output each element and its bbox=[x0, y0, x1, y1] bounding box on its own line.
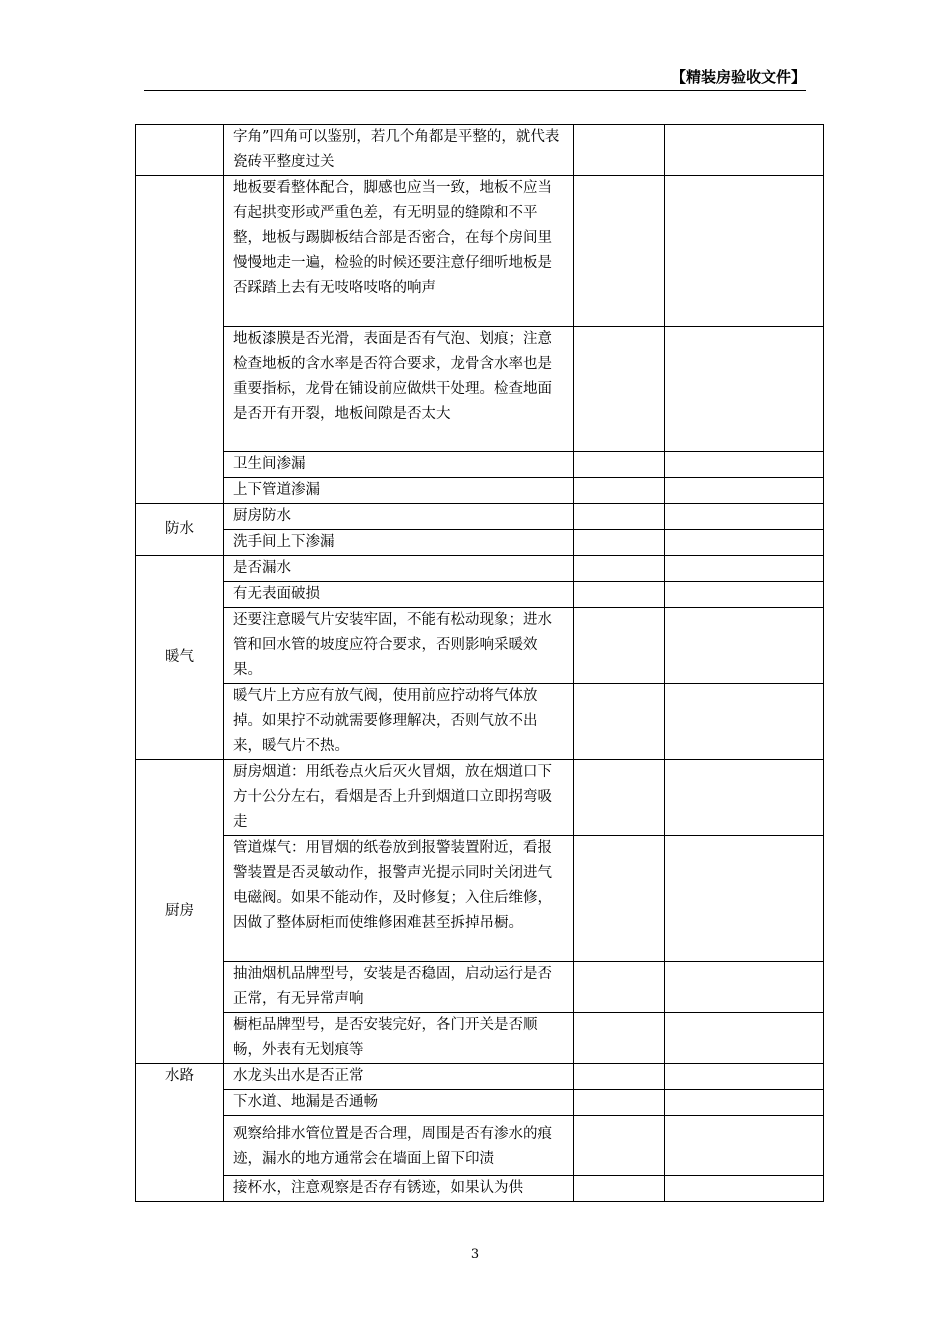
table-row bbox=[136, 836, 824, 962]
remark-cell bbox=[665, 327, 824, 452]
item-cell: 厨房防水 bbox=[224, 504, 574, 530]
remark-cell bbox=[665, 962, 824, 1013]
item-cell: 管道煤气：用冒烟的纸卷放到报警装置附近，看报警装置是否灵敏动作，报警声光提示同时关闭进气电磁阀。如果不能动作，及时修复；入住后维修，因做了整体厨柜而使维修困难甚至拆掉吊橱。 bbox=[224, 836, 574, 962]
remark-cell bbox=[665, 556, 824, 582]
category-cell-empty bbox=[136, 176, 224, 504]
item-cell: 字角”四角可以鉴别，若几个角都是平整的，就代表瓷砖平整度过关 bbox=[224, 125, 574, 176]
remark-cell bbox=[665, 760, 824, 836]
result-cell bbox=[574, 1013, 665, 1064]
table-row bbox=[136, 1090, 824, 1116]
item-cell: 下水道、地漏是否通畅 bbox=[224, 1090, 574, 1116]
item-cell: 抽油烟机品牌型号，安装是否稳固，启动运行是否正常，有无异常声响 bbox=[224, 962, 574, 1013]
inspection-table bbox=[135, 124, 824, 1202]
item-cell: 暖气片上方应有放气阀，使用前应拧动将气体放掉。如果拧不动就需要修理解决，否则气放不出来，暖气片不热。 bbox=[224, 684, 574, 760]
item-cell: 水龙头出水是否正常 bbox=[224, 1064, 574, 1090]
item-cell: 地板漆膜是否光滑，表面是否有气泡、划痕；注意检查地板的含水率是否符合要求，龙骨含水率也是重要指标，龙骨在铺设前应做烘干处理。检查地面是否开有开裂，地板间隙是否太大 bbox=[224, 327, 574, 452]
table-row bbox=[136, 1064, 824, 1090]
table-row bbox=[136, 556, 824, 582]
result-cell bbox=[574, 556, 665, 582]
table-row bbox=[136, 582, 824, 608]
table-row bbox=[136, 530, 824, 556]
result-cell bbox=[574, 452, 665, 478]
result-cell bbox=[574, 125, 665, 176]
result-cell bbox=[574, 504, 665, 530]
result-cell bbox=[574, 760, 665, 836]
item-cell: 卫生间渗漏 bbox=[224, 452, 574, 478]
remark-cell bbox=[665, 582, 824, 608]
result-cell bbox=[574, 582, 665, 608]
result-cell bbox=[574, 962, 665, 1013]
table-row bbox=[136, 125, 824, 176]
remark-cell bbox=[665, 1176, 824, 1202]
item-cell: 地板要看整体配合，脚感也应当一致，地板不应当有起拱变形或严重色差，有无明显的缝隙和不平整，地板与踢脚板结合部是否密合，在每个房间里慢慢地走一遍，检验的时候还要注意仔细听地板是否踩踏上去有无吱咯吱咯的响声 bbox=[224, 176, 574, 327]
item-cell: 接杯水，注意观察是否存有锈迹，如果认为供 bbox=[224, 1176, 574, 1202]
table-row bbox=[136, 608, 824, 684]
remark-cell bbox=[665, 125, 824, 176]
result-cell bbox=[574, 327, 665, 452]
remark-cell bbox=[665, 1090, 824, 1116]
header-title: 【精装房验收文件】 bbox=[670, 68, 806, 86]
table-row bbox=[136, 760, 824, 836]
remark-cell bbox=[665, 608, 824, 684]
remark-cell bbox=[665, 504, 824, 530]
table-row bbox=[136, 452, 824, 478]
item-cell: 观察给排水管位置是否合理，周围是否有渗水的痕迹，漏水的地方通常会在墙面上留下印渍 bbox=[224, 1116, 574, 1176]
table-row bbox=[136, 176, 824, 327]
remark-cell bbox=[665, 684, 824, 760]
item-cell: 上下管道渗漏 bbox=[224, 478, 574, 504]
result-cell bbox=[574, 176, 665, 327]
remark-cell bbox=[665, 478, 824, 504]
category-cell-plumbing: 水路 bbox=[136, 1064, 224, 1202]
result-cell bbox=[574, 684, 665, 760]
category-cell-waterproof: 防水 bbox=[136, 504, 224, 556]
result-cell bbox=[574, 1116, 665, 1176]
remark-cell bbox=[665, 1013, 824, 1064]
remark-cell bbox=[665, 1064, 824, 1090]
category-cell-kitchen: 厨房 bbox=[136, 760, 224, 1064]
remark-cell bbox=[665, 176, 824, 327]
result-cell bbox=[574, 1064, 665, 1090]
table-row bbox=[136, 504, 824, 530]
table-row bbox=[136, 478, 824, 504]
result-cell bbox=[574, 1090, 665, 1116]
category-cell-empty bbox=[136, 125, 224, 176]
result-cell bbox=[574, 1176, 665, 1202]
table-row bbox=[136, 1176, 824, 1202]
table-row bbox=[136, 962, 824, 1013]
result-cell bbox=[574, 530, 665, 556]
document-header bbox=[144, 64, 806, 91]
item-cell: 厨房烟道：用纸卷点火后灭火冒烟，放在烟道口下方十公分左右，看烟是否上升到烟道口立即拐弯吸走 bbox=[224, 760, 574, 836]
category-cell-heating: 暖气 bbox=[136, 556, 224, 760]
table-row bbox=[136, 684, 824, 760]
result-cell bbox=[574, 836, 665, 962]
item-cell: 有无表面破损 bbox=[224, 582, 574, 608]
page-number: 3 bbox=[470, 1247, 480, 1262]
item-cell: 橱柜品牌型号，是否安装完好，各门开关是否顺畅，外表有无划痕等 bbox=[224, 1013, 574, 1064]
table-row bbox=[136, 1116, 824, 1176]
result-cell bbox=[574, 478, 665, 504]
remark-cell bbox=[665, 1116, 824, 1176]
remark-cell bbox=[665, 836, 824, 962]
result-cell bbox=[574, 608, 665, 684]
table-row bbox=[136, 1013, 824, 1064]
item-cell: 还要注意暖气片安装牢固，不能有松动现象；进水管和回水管的坡度应符合要求，否则影响采暖效果。 bbox=[224, 608, 574, 684]
item-cell: 是否漏水 bbox=[224, 556, 574, 582]
item-cell: 洗手间上下渗漏 bbox=[224, 530, 574, 556]
remark-cell bbox=[665, 452, 824, 478]
table-row bbox=[136, 327, 824, 452]
remark-cell bbox=[665, 530, 824, 556]
